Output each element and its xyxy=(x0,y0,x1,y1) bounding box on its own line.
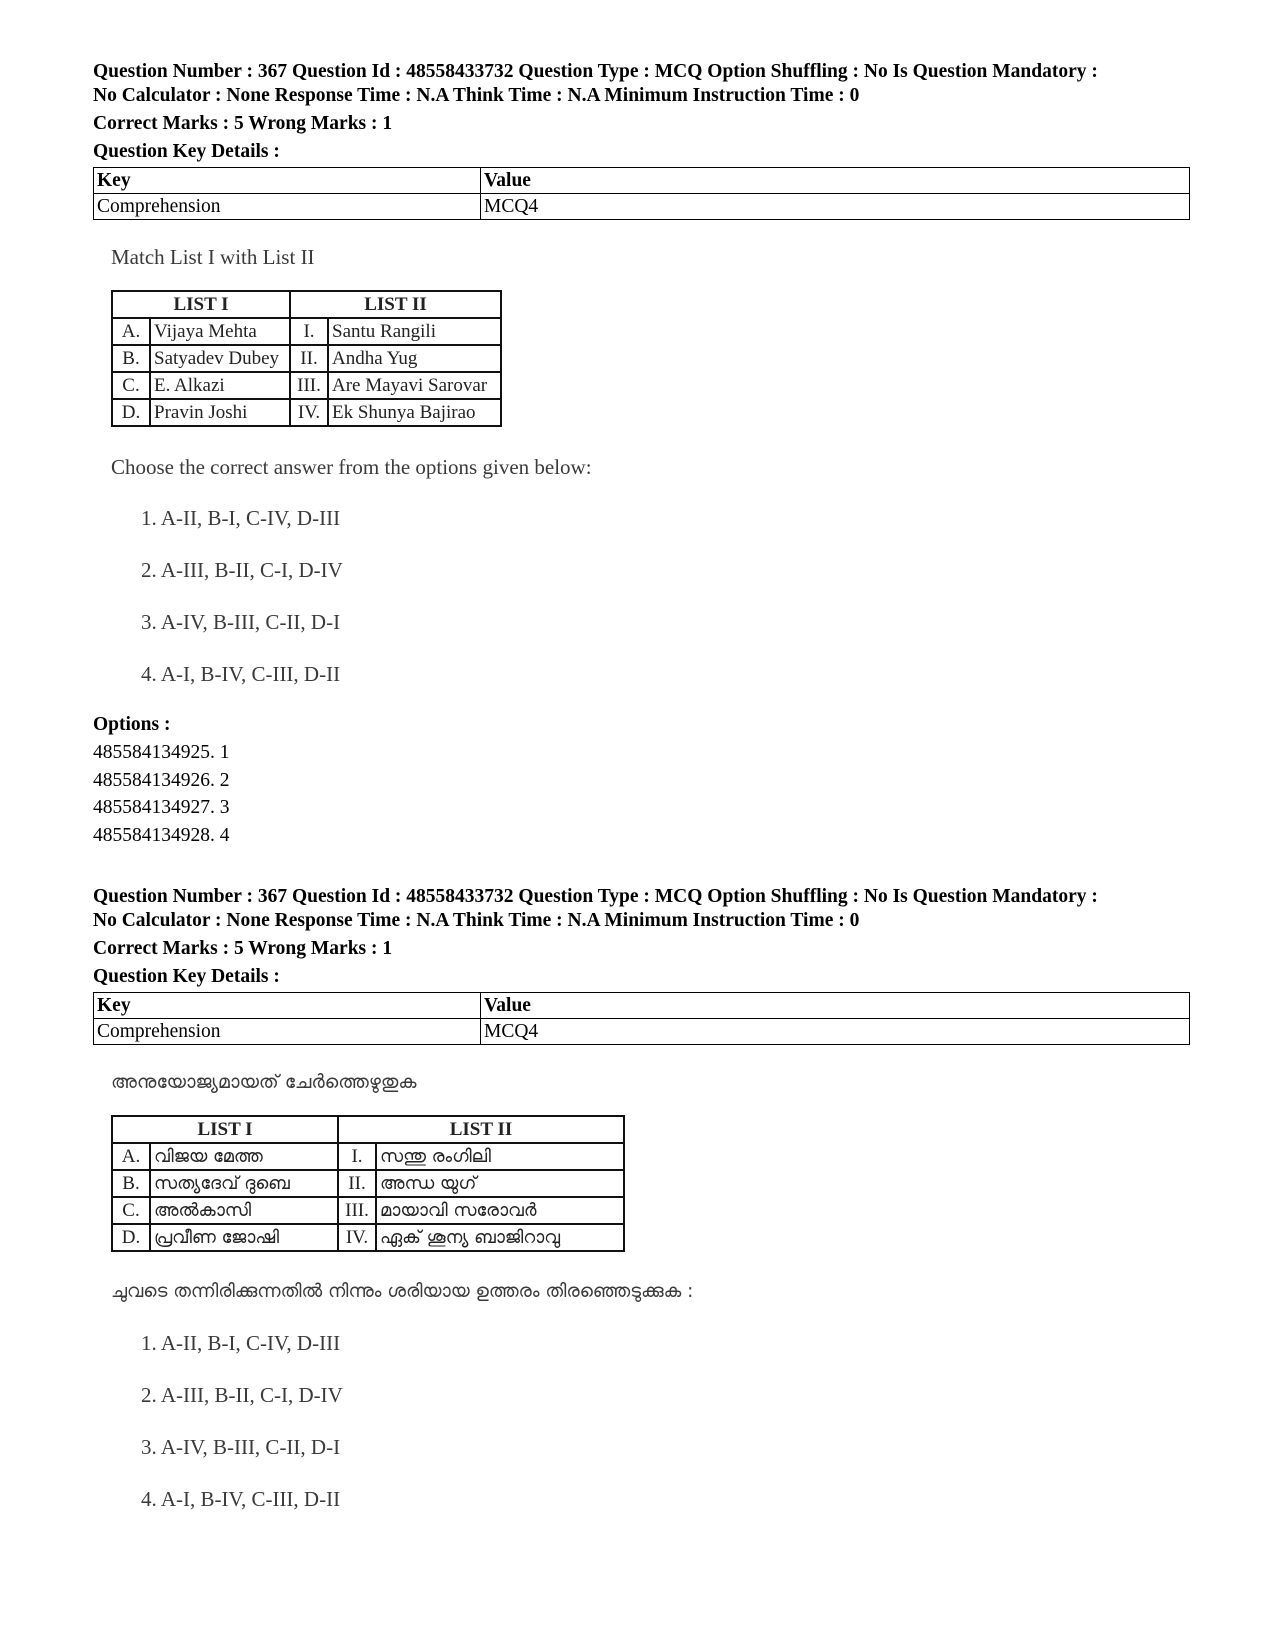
list-2-item: ഏക് ശൂന്യ ബാജിറാവു xyxy=(376,1224,624,1251)
list-1-letter: A. xyxy=(112,318,150,345)
table-row xyxy=(112,318,501,345)
list-1-letter: C. xyxy=(112,372,150,399)
answer-choice: 2. A-III, B-II, C-I, D-IV xyxy=(141,558,343,582)
answer-choice: 1. A-II, B-I, C-IV, D-III xyxy=(141,506,341,530)
options-title: Options : xyxy=(93,714,171,735)
table-row xyxy=(112,399,501,426)
option-id-line: 485584134927. 3 xyxy=(93,797,230,818)
marks-line: Correct Marks : 5 Wrong Marks : 1 xyxy=(93,113,393,134)
table-row xyxy=(94,194,1190,220)
header-line-1: Question Number : 367 Question Id : 48558433732 Question Type : MCQ Option Shuffling : No Is Question Mandatory : xyxy=(93,886,1098,907)
list-2-numeral: II. xyxy=(290,345,328,372)
list-2-item: Andha Yug xyxy=(328,345,501,372)
list-1-item: പ്രവീണ ജോഷി xyxy=(150,1224,338,1251)
list-1-item: Satyadev Dubey xyxy=(150,345,290,372)
list-1-item: അൽകാസി xyxy=(150,1197,338,1224)
question-body xyxy=(111,1067,1190,1536)
key-cell: Comprehension xyxy=(94,1019,481,1045)
header-line-2: No Calculator : None Response Time : N.A Think Time : N.A Minimum Instruction Time : 0 xyxy=(93,910,860,931)
list-1-letter: D. xyxy=(112,1224,150,1251)
list-2-item: സന്തു രംഗിലി xyxy=(376,1143,624,1170)
list-2-numeral: IV. xyxy=(338,1224,376,1251)
question-page xyxy=(93,60,1190,1536)
list-2-numeral: IV. xyxy=(290,399,328,426)
table-row xyxy=(94,1019,1190,1045)
list-2-numeral: III. xyxy=(338,1197,376,1224)
marks-line: Correct Marks : 5 Wrong Marks : 1 xyxy=(93,938,393,959)
header-line-1: Question Number : 367 Question Id : 48558433732 Question Type : MCQ Option Shuffling : No Is Question Mandatory : xyxy=(93,61,1098,82)
match-lists-table xyxy=(111,290,502,427)
list-1-letter: B. xyxy=(112,345,150,372)
list-2-header: LIST II xyxy=(338,1116,624,1143)
list-1-letter: C. xyxy=(112,1197,150,1224)
question-header xyxy=(93,885,1190,933)
table-row xyxy=(94,168,1190,194)
answer-choice: 3. A-IV, B-III, C-II, D-I xyxy=(141,1435,341,1459)
list-1-item: വിജയ മേത്ത xyxy=(150,1143,338,1170)
list-2-numeral: II. xyxy=(338,1170,376,1197)
table-row xyxy=(112,1116,624,1143)
list-2-numeral: III. xyxy=(290,372,328,399)
answer-choice: 1. A-II, B-I, C-IV, D-III xyxy=(141,1331,341,1355)
key-details-title: Question Key Details : xyxy=(93,966,280,987)
key-header-cell: Key xyxy=(94,993,481,1019)
question-block-english xyxy=(93,60,1190,849)
question-lead: Match List I with List II xyxy=(111,245,315,269)
table-row xyxy=(94,993,1190,1019)
question-header xyxy=(93,60,1190,108)
option-id-line: 485584134928. 4 xyxy=(93,824,230,846)
value-cell: MCQ4 xyxy=(481,1019,1190,1045)
list-1-header: LIST I xyxy=(112,1116,338,1143)
list-1-item: E. Alkazi xyxy=(150,372,290,399)
table-row xyxy=(112,345,501,372)
list-1-header: LIST I xyxy=(112,291,290,318)
list-1-letter: A. xyxy=(112,1143,150,1170)
list-2-item: Ek Shunya Bajirao xyxy=(328,399,501,426)
list-2-numeral: I. xyxy=(290,318,328,345)
key-details-title: Question Key Details : xyxy=(93,141,280,162)
list-2-item: Santu Rangili xyxy=(328,318,501,345)
list-2-item: അന്ധ യുഗ് xyxy=(376,1170,624,1197)
value-header-cell: Value xyxy=(481,993,1190,1019)
table-row xyxy=(112,1197,624,1224)
list-2-header: LIST II xyxy=(290,291,501,318)
list-1-letter: B. xyxy=(112,1170,150,1197)
key-details-table xyxy=(93,992,1190,1045)
question-instruction: Choose the correct answer from the options given below: xyxy=(111,455,592,479)
question-instruction: ചുവടെ തന്നിരിക്കുന്നതിൽ നിന്നും ശരിയായ ഉത്തരം തിരഞ്ഞെടുക്കുക : xyxy=(111,1281,694,1302)
table-row xyxy=(112,291,501,318)
key-details-table xyxy=(93,167,1190,220)
key-cell: Comprehension xyxy=(94,194,481,220)
list-1-letter: D. xyxy=(112,399,150,426)
list-1-item: Vijaya Mehta xyxy=(150,318,290,345)
question-block-malayalam xyxy=(93,885,1190,1536)
question-body xyxy=(111,242,1190,711)
answer-choice: 3. A-IV, B-III, C-II, D-I xyxy=(141,610,341,634)
options-list xyxy=(93,739,1190,849)
value-cell: MCQ4 xyxy=(481,194,1190,220)
answer-choices xyxy=(141,1328,1190,1536)
list-2-item: Are Mayavi Sarovar xyxy=(328,372,501,399)
answer-choice: 4. A-I, B-IV, C-III, D-II xyxy=(141,1487,341,1511)
match-lists-table xyxy=(111,1115,625,1252)
answer-choices xyxy=(141,503,1190,711)
list-1-item: Pravin Joshi xyxy=(150,399,290,426)
table-row xyxy=(112,1170,624,1197)
table-row xyxy=(112,372,501,399)
list-1-item: സത്യദേവ് ദുബെ xyxy=(150,1170,338,1197)
table-row xyxy=(112,1143,624,1170)
question-lead: അനുയോജ്യമായത് ചേർത്തെഴുതുക xyxy=(111,1071,417,1093)
key-header-cell: Key xyxy=(94,168,481,194)
answer-choice: 4. A-I, B-IV, C-III, D-II xyxy=(141,662,341,686)
option-id-line: 485584134926. 2 xyxy=(93,769,230,791)
header-line-2: No Calculator : None Response Time : N.A Think Time : N.A Minimum Instruction Time : 0 xyxy=(93,85,860,106)
value-header-cell: Value xyxy=(481,168,1190,194)
table-row xyxy=(112,1224,624,1251)
answer-choice: 2. A-III, B-II, C-I, D-IV xyxy=(141,1383,343,1407)
list-2-numeral: I. xyxy=(338,1143,376,1170)
option-id-line: 485584134925. 1 xyxy=(93,742,230,763)
list-2-item: മായാവി സരോവർ xyxy=(376,1197,624,1224)
